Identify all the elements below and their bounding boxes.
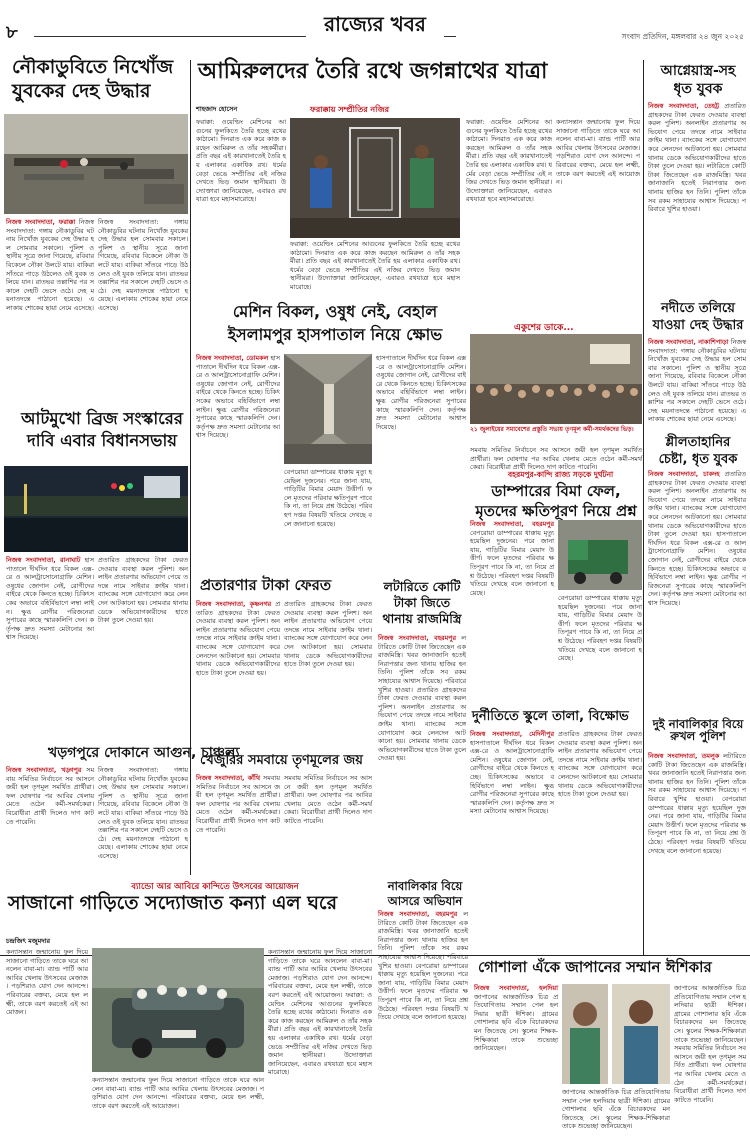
ekushe-body-text: সমবায় সমিতির নির্বাচনে সব আসনে জয়ী হল তৃণমূল সমর্থিত প্রার্থীরা। ফল ঘোষণার পর আবির খেলায় মেতে ওঠেন কর্মী-সমর্থকেরা। বিরোধীরা প্রার্থী দিলেও দাগ কাটতে পারেনি। <box>470 446 642 472</box>
river-dateline: নিজস্ব সংবাদদাতা, নাকাশিপাড়া <box>648 338 729 346</box>
khejuri-body-cont: সমবায় সমিতির নির্বাচনে সব আসনে জয়ী হল তৃণমূল সমর্থিত প্রার্থীরা। ফল ঘোষণার পর আবির খেলায় মেতে ওঠেন কর্মী-সমর্থকেরা। বিরোধীরা প্রার্থী দিলেও দাগ কাটতে পারেনি। <box>284 774 372 825</box>
lottery-body-text: লটারিতে কোটি টাকা জিতেছেন এক রাজমিস্ত্রি। খবর জানাজানি হতেই নিরাপত্তার জন্য থানায় হাজির হন তিনি। পুলিশ তাঁকে সব রকম সাহায্যের আশ্বাস দিয়েছে। পরিবারে খুশির হাওয়া। <box>378 634 466 694</box>
fraud-body-col2 <box>284 600 372 750</box>
cowshed-headline: গোশালা এঁকে জাপানের সম্মান ঈশিকার <box>478 958 712 976</box>
header-rule-right <box>444 36 456 37</box>
minor-headline-line2: আসরে অভিযান <box>387 894 463 909</box>
rath-body-col3 <box>556 118 640 268</box>
rath-body-col2 <box>466 118 552 268</box>
car-body-cont2: কন্যাসন্তান জন্মানোয় ফুল দিয়ে সাজানো গাড়িতে তাকে ঘরে আনলেন বাবা-মা। ব্যান্ড পার্টি আর আবির খেলায় উৎসবের মেজাজ। পড়শিরাও যোগ দেন আনন্দে। পরিবারের বক্তব্য, মেয়ে হল লক্ষ্মী, তাকে বরণ করতেই এই আয়োজন। <box>268 948 372 999</box>
rath-body-cont: ফরাক্কা: ওয়েল্ডিং মেশিনের আগুনের ফুলকিতে তৈরি হচ্ছে রথের কাঠামো। দিনরাত এক করে কাজ করছেন আমিরুল ও তাঁর সহকর্মীরা। প্রতি বছর এই কারখানাতেই তৈরি হয় এলাকার একাধিক রথ। ধর্মের বেড়া ভেঙে সম্প্রীতির এই নজির দেখতে ভিড় জমান স্থানীয়রা। উদ্যোক্তারা জানিয়েছেন, এবারও রথযাত্রা হবে মহাসমারোহে। <box>466 118 552 204</box>
hospital-headline-line1: মেশিন বিকল, ওষুধ নেই, বেহাল <box>232 302 438 321</box>
page-number: ৮ <box>6 22 18 43</box>
ekushe-photo <box>470 334 642 424</box>
molest-body-cont: হাসপাতালে দীর্ঘদিন ধরে বিকল এক্স-রে ও আলট্রাসোনোগ্রাফি মেশিন। ওষুধের জোগান নেই, রোগীদের বাইরে থেকে কিনতে হচ্ছে। চিকিৎসকের অভাবে বহির্বিভাগে লম্বা লাইন। ক্ষুব্ধ রোগীর পরিজনেরা সুপারের কাছে স্মারকলিপি দেন। কর্তৃপক্ষ দ্রুত সমস্যা মেটানোর আশ্বাস দিয়েছে। <box>648 530 746 607</box>
marriage-body-cont: বেপরোয়া ডাম্পারের ধাক্কায় মৃত্যু হয়েছিল দুজনের। পরে জানা যায়, গাড়িটির বিমার মেয়াদ উত্তীর্ণ। ফলে মৃতদের পরিবার ক্ষতিপূরণ পাবে কি না, তা নিয়ে প্রশ্ন উঠেছে। পরিবহণ দপ্তর বিষয়টি খতিয়ে দেখছে বলে জানানো হয়েছে। <box>648 794 746 855</box>
fraud-headline: প্রতারণার টাকা ফেরত <box>200 576 332 594</box>
page-header <box>0 0 750 50</box>
molest-headline <box>648 436 748 466</box>
fire-headline: খড়গপুরে দোকানে আগুন, চাঞ্চল্য <box>48 745 240 761</box>
accident-headline-line2: মৃতদের ক্ষতিপূরণ নিয়ে প্রশ্ন <box>475 501 637 520</box>
lottery-body-cont: প্রতারিত গ্রাহকদের টাকা ফেরত দেওয়ার ব্যবস্থা করল পুলিশ। অনলাইন প্রতারণার অভিযোগ পেয়ে তদন্তে নামে সাইবার ক্রাইম থানা। ব্যাংকের সঙ্গে যোগাযোগ করে লেনদেন আটকানো হয়। সোমবার থানায় ডেকে অভিযোগকারীদের হাতে টাকা তুলে দেওয়া হয়। <box>378 685 466 763</box>
rath-body-col1 <box>196 118 286 268</box>
accident-body-col1 <box>470 520 554 700</box>
fire-dateline: নিজস্ব সংবাদদাতা, খড়্গপুর <box>6 766 82 774</box>
cowshed-body-cont: জাপানের আন্তর্জাতিক চিত্র প্রতিযোগিতায় সম্মান পেল হলদিয়ার ছাত্রী ঈশিকা। গ্রামের গোশালার ছবি এঁকে বিচারকদের মন জিতেছে সে। স্কুলের শিক্ষক-শিক্ষিকারা তাকে শুভেচ্ছা জানিয়েছেন। <box>562 1088 670 1131</box>
minor-headline <box>380 880 470 907</box>
car-photo <box>92 948 264 1072</box>
river-headline <box>648 302 748 332</box>
hospital-body-col2 <box>376 354 466 566</box>
accident-headline-line1: ডাম্পারের বিমা ফেল, <box>491 482 621 500</box>
accident-dateline: নিজস্ব সংবাদদাতা, বহরমপুর <box>470 520 554 528</box>
cowshed-photo-right <box>612 984 670 1084</box>
molest-headline-line1: শ্লীলতাহানির <box>665 435 731 450</box>
khejuri-dateline: নিজস্ব সংবাদদাতা, কাঁথি <box>196 774 260 782</box>
car-body-cont: কন্যাসন্তান জন্মানোয় ফুল দিয়ে সাজানো গাড়িতে তাকে ঘরে আনলেন বাবা-মা। ব্যান্ড পার্টি আর আবির খেলায় উৎসবের মেজাজ। পড়শিরাও যোগ দেন আনন্দে। পরিবারের বক্তব্য, মেয়ে হল লক্ষ্মী, তাকে বরণ করতেই এই আয়োজন। <box>92 1076 264 1110</box>
ekushe-body <box>470 446 642 472</box>
fire-body-cont: নিজস্ব সংবাদদাতা: গঙ্গায় নৌকাডুবির ঘটনায় নিখোঁজ যুবকের দেহ উদ্ধার হল সোমবার সকালে। পুলিশ ও স্থানীয় সূত্রে জানা গিয়েছে, রবিবার বিকেলে নৌকা উলটে যায়। বাকিরা সাঁতরে পাড়ে উঠলেও ওই যুবক তলিয়ে যান। রাতভর তল্লাশির পর সকালে দেহটি ভেসে ওঠে। দেহ ময়নাতদন্তে পাঠানো হয়েছে। এলাকায় শোকের ছায়া নেমে এসেছে। <box>98 766 188 860</box>
bridge-body: হাসপাতালে দীর্ঘদিন ধরে বিকল এক্স-রে ও আলট্রাসোনোগ্রাফি মেশিন। ওষুধের জোগান নেই, রোগীদের বাইরে থেকে কিনতে হচ্ছে। চিকিৎসকের অভাবে বহির্বিভাগে লম্বা লাইন। ক্ষুব্ধ রোগীর পরিজনেরা সুপারের কাছে স্মারকলিপি দেন। কর্তৃপক্ষ দ্রুত সমস্যা মেটানোর আশ্বাস দিয়েছে। <box>6 556 94 642</box>
lottery-dateline: নিজস্ব সংবাদদাতা, বহরমপুর <box>378 634 456 642</box>
molest-dateline: নিজস্ব সংবাদদাতা, চাকদহ <box>648 470 720 478</box>
rath-headline: আমিরুলদের তৈরি রথে জগন্নাথের যাত্রা <box>198 59 548 84</box>
lottery-headline <box>378 580 466 625</box>
accident-photo <box>558 520 642 590</box>
school-body-col2 <box>558 730 642 880</box>
school-body-cont: প্রতারিত গ্রাহকদের টাকা ফেরত দেওয়ার ব্যবস্থা করল পুলিশ। অনলাইন প্রতারণার অভিযোগ পেয়ে তদন্তে নামে সাইবার ক্রাইম থানা। ব্যাংকের সঙ্গে যোগাযোগ করে লেনদেন আটকানো হয়। সোমবার থানায় ডেকে অভিযোগকারীদের হাতে টাকা তুলে দেওয়া হয়। <box>558 730 642 799</box>
boat-headline-line1: নৌকাডুবিতে নিখোঁজ <box>12 56 174 78</box>
ekushe-caption: ২১ জুলাইয়ের সমাবেশের প্রস্তুতি সভায় তৃণমূল কর্মী-সমর্থকদের ভিড়। <box>470 426 634 433</box>
cowshed-photo-left <box>562 984 608 1084</box>
rath-body-cont2: কন্যাসন্তান জন্মানোয় ফুল দিয়ে সাজানো গাড়িতে তাকে ঘরে আনলেন বাবা-মা। ব্যান্ড পার্টি আর আবির খেলায় উৎসবের মেজাজ। পড়শিরাও যোগ দেন আনন্দে। পরিবারের বক্তব্য, মেয়ে হল লক্ষ্মী, তাকে বরণ করতেই এই আয়োজন। <box>556 118 640 187</box>
khejuri-body: সমবায় সমিতির নির্বাচনে সব আসনে জয়ী হল তৃণমূল সমর্থিত প্রার্থীরা। ফল ঘোষণার পর আবির খেলায় মেতে ওঠেন কর্মী-সমর্থকেরা। বিরোধীরা প্রার্থী দিলেও দাগ কাটতে পারেনি। <box>196 774 280 834</box>
car-body-cont3: ফরাক্কা: ওয়েল্ডিং মেশিনের আগুনের ফুলকিতে তৈরি হচ্ছে রথের কাঠামো। দিনরাত এক করে কাজ করছেন আমিরুল ও তাঁর সহকর্মীরা। প্রতি বছর এই কারখানাতেই তৈরি হয় এলাকার একাধিক রথ। ধর্মের বেড়া ভেঙে সম্প্রীতির এই নজির দেখতে ভিড় জমান স্থানীয়রা। উদ্যোক্তারা জানিয়েছেন, এবারও রথযাত্রা হবে মহাসমারোহে। <box>268 990 372 1077</box>
marriage-body <box>648 752 746 952</box>
rath-byline: শাহজাদ হোসেন <box>196 105 238 113</box>
ekushe-kicker: একুশের ডাকে... <box>514 323 574 333</box>
fire-body-col1 <box>6 766 94 876</box>
hospital-dateline: নিজস্ব সংবাদদাতা, ডোমকল <box>196 354 269 362</box>
school-body: হাসপাতালে দীর্ঘদিন ধরে বিকল এক্স-রে ও আলট্রাসোনোগ্রাফি মেশিন। ওষুধের জোগান নেই, রোগীদের বাইরে থেকে কিনতে হচ্ছে। চিকিৎসকের অভাবে বহির্বিভাগে লম্বা লাইন। ক্ষুব্ধ রোগীর পরিজনেরা সুপারের কাছে স্মারকলিপি দেন। কর্তৃপক্ষ দ্রুত সমস্যা মেটানোর আশ্বাস দিয়েছে। <box>470 738 554 816</box>
fraud-body: প্রতারিত গ্রাহকদের টাকা ফেরত দেওয়ার ব্যবস্থা করল পুলিশ। অনলাইন প্রতারণার অভিযোগ পেয়ে তদন্তে নামে সাইবার ক্রাইম থানা। ব্যাংকের সঙ্গে যোগাযোগ করে লেনদেন আটকানো হয়। সোমবার থানায় ডেকে অভিযোগকারীদের হাতে টাকা তুলে দেওয়া হয়। <box>196 600 280 677</box>
boat-body-col2 <box>98 218 188 406</box>
rath-caption: ফরাক্কা: ওয়েল্ডিং মেশিনের আগুনের ফুলকিতে তৈরি হচ্ছে রথের কাঠামো। দিনরাত এক করে কাজ করছেন আমিরুল ও তাঁর সহকর্মীরা। প্রতি বছর এই কারখানাতেই তৈরি হয় এলাকার একাধিক রথ। ধর্মের বেড়া ভেঙে সম্প্রীতির এই নজির দেখতে ভিড় জমান স্থানীয়রা। উদ্যোক্তারা জানিয়েছেন, এবারও রথযাত্রা হবে মহাসমারোহে। <box>290 240 460 291</box>
accident-body: বেপরোয়া ডাম্পারের ধাক্কায় মৃত্যু হয়েছিল দুজনের। পরে জানা যায়, গাড়িটির বিমার মেয়াদ উত্তীর্ণ। ফলে মৃতদের পরিবার ক্ষতিপূরণ পাবে কি না, তা নিয়ে প্রশ্ন উঠেছে। পরিবহণ দপ্তর বিষয়টি খতিয়ে দেখছে বলে জানানো হয়েছে। <box>470 528 554 597</box>
bridge-body-col1 <box>6 556 94 742</box>
khejuri-headline: খেজুরির সমবায়ে তৃণমূলের জয় <box>200 753 363 768</box>
marriage-dateline: নিজস্ব সংবাদদাতা, তমলুক <box>648 752 720 760</box>
fire-body-col2 <box>98 766 188 876</box>
hospital-body-col1 <box>196 354 280 566</box>
cowshed-body-col1 <box>474 984 558 1144</box>
river-headline-line1: নদীতে তলিয়ে <box>661 301 735 316</box>
rath-kicker: ফরাক্কায় সম্প্রীতির নজির <box>310 105 390 114</box>
cowshed-body: জাপানের আন্তর্জাতিক চিত্র প্রতিযোগিতায় সম্মান পেল হলদিয়ার ছাত্রী ঈশিকা। গ্রামের গোশালার ছবি এঁকে বিচারকদের মন জিতেছে সে। স্কুলের শিক্ষক-শিক্ষিকারা তাকে শুভেচ্ছা জানিয়েছেন। <box>474 992 558 1053</box>
car-body-col1 <box>6 948 88 1144</box>
bridge-body-col2 <box>98 556 188 742</box>
hospital-body: হাসপাতালে দীর্ঘদিন ধরে বিকল এক্স-রে ও আলট্রাসোনোগ্রাফি মেশিন। ওষুধের জোগান নেই, রোগীদের বাইরে থেকে কিনতে হচ্ছে। চিকিৎসকের অভাবে বহির্বিভাগে লম্বা লাইন। ক্ষুব্ধ রোগীর পরিজনেরা সুপারের কাছে স্মারকলিপি দেন। কর্তৃপক্ষ দ্রুত সমস্যা মেটানোর আশ্বাস দিয়েছে। <box>196 354 280 440</box>
car-kicker: ব্যান্ডো আর আবিরে কান্দিতে উৎসবের আয়োজন <box>131 882 299 892</box>
section-title: রাজ্যের খবর <box>324 12 426 36</box>
lottery-headline-line3: থানায় রাজমিস্ত্রি <box>382 611 462 627</box>
car-body-col2 <box>92 1076 264 1144</box>
boat-headline-line2: যুবকের দেহ উদ্ধার <box>12 79 151 102</box>
arrested-body-text: প্রতারিত গ্রাহকদের টাকা ফেরত দেওয়ার ব্যবস্থা করল পুলিশ। অনলাইন প্রতারণার অভিযোগ পেয়ে তদন্তে নামে সাইবার ক্রাইম থানা। ব্যাংকের সঙ্গে যোগাযোগ করে লেনদেন আটকানো হয়। সোমবার থানায় ডেকে অভিযোগকারীদের হাতে টাকা তুলে দেওয়া হয়। <box>648 102 746 171</box>
molest-body-text: প্রতারিত গ্রাহকদের টাকা ফেরত দেওয়ার ব্যবস্থা করল পুলিশ। অনলাইন প্রতারণার অভিযোগ পেয়ে তদন্তে নামে সাইবার ক্রাইম থানা। ব্যাংকের সঙ্গে যোগাযোগ করে লেনদেন আটকানো হয়। সোমবার থানায় ডেকে অভিযোগকারীদের হাতে টাকা তুলে দেওয়া হয়। <box>648 470 746 539</box>
molest-headline-line2: চেষ্টা, ধৃত যুবক <box>658 451 738 467</box>
khejuri-body-col1 <box>196 774 280 876</box>
river-headline-line2: যাওয়া দেহ উদ্ধার <box>652 317 744 333</box>
arrested-headline <box>648 64 748 96</box>
hospital-body-cont2: বেপরোয়া ডাম্পারের ধাক্কায় মৃত্যু হয়েছিল দুজনের। পরে জানা যায়, গাড়িটির বিমার মেয়াদ উত্তীর্ণ। ফলে মৃতদের পরিবার ক্ষতিপূরণ পাবে কি না, তা নিয়ে প্রশ্ন উঠেছে। পরিবহণ দপ্তর বিষয়টি খতিয়ে দেখছে বলে জানানো হয়েছে। <box>284 468 372 528</box>
arrested-body <box>648 102 746 298</box>
hospital-headline <box>204 304 466 344</box>
car-headline: সাজানো গাড়িতে সদ্যোজাত কন্যা এল ঘরে <box>8 892 338 914</box>
bridge-dateline: নিজস্ব সংবাদদাতা, রানাঘাট <box>6 556 81 564</box>
publication-date: সংবাদ প্রতিদিন, মঙ্গলবার ২৪ জুন ২০২৫ <box>621 32 744 41</box>
minor-headline-line1: নাবালিকার বিয়ে <box>387 879 463 893</box>
bridge-headline-line1: আটমুখো ব্রিজ সংস্কারের <box>21 409 183 428</box>
boat-dateline: নিজস্ব সংবাদদাতা, ফরাক্কা <box>6 218 76 226</box>
bridge-headline-line2: দাবি এবার বিধানসভায় <box>27 431 177 451</box>
lottery-headline-line2: টাকা জিতে <box>393 595 451 611</box>
hospital-photo <box>284 354 372 464</box>
boat-body: নিজস্ব সংবাদদাতা: গঙ্গায় নৌকাডুবির ঘটনায় নিখোঁজ যুবকের দেহ উদ্ধার হল সোমবার সকালে। পুলিশ ও স্থানীয় সূত্রে জানা গিয়েছে, রবিবার বিকেলে নৌকা উলটে যায়। বাকিরা সাঁতরে পাড়ে উঠলেও ওই যুবক তলিয়ে যান। রাতভর তল্লাশির পর সকালে দেহটি ভেসে ওঠে। দেহ ময়নাতদন্তে পাঠানো হয়েছে। এলাকায় শোকের ছায়া নেমে এসেছে। <box>6 218 94 312</box>
fraud-dateline: নিজস্ব সংবাদদাতা, কৃষ্ণনগর <box>196 600 272 608</box>
arrested-headline-line2: ধৃত যুবক <box>673 80 723 97</box>
marriage-body-text: লটারিতে কোটি টাকা জিতেছেন এক রাজমিস্ত্রি। খবর জানাজানি হতেই নিরাপত্তার জন্য থানায় হাজির হন তিনি। পুলিশ তাঁকে সব রকম সাহায্যের আশ্বাস দিয়েছে। পরিবারে খুশির হাওয়া। <box>648 752 746 803</box>
minor-body <box>378 910 468 1142</box>
cowshed-body-col2 <box>562 1088 670 1144</box>
river-body <box>648 338 746 432</box>
column-rule <box>643 60 644 955</box>
school-body-col1 <box>470 730 554 880</box>
car-byline: চন্দ্রজিৎ মজুমদার <box>6 937 51 945</box>
khejuri-body-col2 <box>284 774 372 876</box>
car-body: কন্যাসন্তান জন্মানোয় ফুল দিয়ে সাজানো গাড়িতে তাকে ঘরে আনলেন বাবা-মা। ব্যান্ড পার্টি আর আবির খেলায় উৎসবের মেজাজ। পড়শিরাও যোগ দেন আনন্দে। পরিবারের বক্তব্য, মেয়ে হল লক্ষ্মী, তাকে বরণ করতেই এই আয়োজন। <box>6 948 88 1017</box>
fire-body: সমবায় সমিতির নির্বাচনে সব আসনে জয়ী হল তৃণমূল সমর্থিত প্রার্থীরা। ফল ঘোষণার পর আবির খেলায় মেতে ওঠেন কর্মী-সমর্থকেরা। বিরোধীরা প্রার্থী দিলেও দাগ কাটতে পারেনি। <box>6 766 94 826</box>
school-dateline: নিজস্ব সংবাদদাতা, মেদিনীপুর <box>470 730 554 738</box>
arrested-dateline: নিজস্ব সংবাদদাতা, তেহট্ট <box>648 102 720 110</box>
boat-photo <box>4 114 188 214</box>
cowshed-body-cont3: সমবায় সমিতির নির্বাচনে সব আসনে জয়ী হল তৃণমূল সমর্থিত প্রার্থীরা। ফল ঘোষণার পর আবির খেলায় মেতে ওঠেন কর্মী-সমর্থকেরা। বিরোধীরা প্রার্থী দিলেও দাগ কাটতে পারেনি। <box>674 1044 746 1104</box>
arrested-body-cont: লটারিতে কোটি টাকা জিতেছেন এক রাজমিস্ত্রি। খবর জানাজানি হতেই নিরাপত্তার জন্য থানায় হাজির হন তিনি। পুলিশ তাঁকে সব রকম সাহায্যের আশ্বাস দিয়েছে। পরিবারে খুশির হাওয়া। <box>648 162 746 214</box>
minor-body-cont: বেপরোয়া ডাম্পারের ধাক্কায় মৃত্যু হয়েছিল দুজনের। পরে জানা যায়, গাড়িটির বিমার মেয়াদ উত্তীর্ণ। ফলে মৃতদের পরিবার ক্ষতিপূরণ পাবে কি না, তা নিয়ে প্রশ্ন উঠেছে। পরিবহণ দপ্তর বিষয়টি খতিয়ে দেখছে বলে জানানো হয়েছে। <box>378 961 468 1022</box>
boat-body-cont: নিজস্ব সংবাদদাতা: গঙ্গায় নৌকাডুবির ঘটনায় নিখোঁজ যুবকের দেহ উদ্ধার হল সোমবার সকালে। পুলিশ ও স্থানীয় সূত্রে জানা গিয়েছে, রবিবার বিকেলে নৌকা উলটে যায়। বাকিরা সাঁতরে পাড়ে উঠলেও ওই যুবক তলিয়ে যান। রাতভর তল্লাশির পর সকালে দেহটি ভেসে ওঠে। দেহ ময়নাতদন্তে পাঠানো হয়েছে। এলাকায় শোকের ছায়া নেমে এসেছে। <box>98 218 188 312</box>
arrested-headline-line1: আগ্নেয়াস্ত্র-সহ <box>660 63 736 79</box>
accident-headline <box>470 484 642 520</box>
hospital-body-cont: হাসপাতালে দীর্ঘদিন ধরে বিকল এক্স-রে ও আলট্রাসোনোগ্রাফি মেশিন। ওষুধের জোগান নেই, রোগীদের বাইরে থেকে কিনতে হচ্ছে। চিকিৎসকের অভাবে বহির্বিভাগে লম্বা লাইন। ক্ষুব্ধ রোগীর পরিজনেরা সুপারের কাছে স্মারকলিপি দেন। কর্তৃপক্ষ দ্রুত সমস্যা মেটানোর আশ্বাস দিয়েছে। <box>376 354 466 431</box>
accident-kicker: বহরমপুর-কান্দি রাজ্য সড়কে দুর্ঘটনা <box>508 470 614 479</box>
lottery-headline-line1: লটারিতে কোটি <box>383 579 461 594</box>
river-body-text: নিজস্ব সংবাদদাতা: গঙ্গায় নৌকাডুবির ঘটনায় নিখোঁজ যুবকের দেহ উদ্ধার হল সোমবার সকালে। পুলিশ ও স্থানীয় সূত্রে জানা গিয়েছে, রবিবার বিকেলে নৌকা উলটে যায়। বাকিরা সাঁতরে পাড়ে উঠলেও ওই যুবক তলিয়ে যান। রাতভর তল্লাশির পর সকালে দেহটি ভেসে ওঠে। দেহ ময়নাতদন্তে পাঠানো হয়েছে। এলাকায় শোকের ছায়া নেমে এসেছে। <box>648 338 746 424</box>
hospital-body-col3 <box>284 468 372 566</box>
school-headline: দুর্নীতিতে স্কুলে তালা, বিক্ষোভ <box>472 709 629 724</box>
rath-caption-text <box>290 240 460 291</box>
hospital-headline-line2: ইসলামপুর হাসপাতাল নিয়ে ক্ষোভ <box>227 324 443 344</box>
rath-body: ফরাক্কা: ওয়েল্ডিং মেশিনের আগুনের ফুলকিতে তৈরি হচ্ছে রথের কাঠামো। দিনরাত এক করে কাজ করছেন আমিরুল ও তাঁর সহকর্মীরা। প্রতি বছর এই কারখানাতেই তৈরি হয় এলাকার একাধিক রথ। ধর্মের বেড়া ভেঙে সম্প্রীতির এই নজির দেখতে ভিড় জমান স্থানীয়রা। উদ্যোক্তারা জানিয়েছেন, এবারও রথযাত্রা হবে মহাসমারোহে। <box>196 118 286 204</box>
minor-dateline: নিজস্ব সংবাদদাতা, বহরমপুর <box>378 910 458 918</box>
lottery-body <box>378 634 466 874</box>
cowshed-body-cont2: জাপানের আন্তর্জাতিক চিত্র প্রতিযোগিতায় সম্মান পেল হলদিয়ার ছাত্রী ঈশিকা। গ্রামের গোশালার ছবি এঁকে বিচারকদের মন জিতেছে সে। স্কুলের শিক্ষক-শিক্ষিকারা তাকে শুভেচ্ছা জানিয়েছেন। <box>674 984 746 1044</box>
car-body-col3 <box>268 948 372 1144</box>
accident-body-cont: বেপরোয়া ডাম্পারের ধাক্কায় মৃত্যু হয়েছিল দুজনের। পরে জানা যায়, গাড়িটির বিমার মেয়াদ উত্তীর্ণ। ফলে মৃতদের পরিবার ক্ষতিপূরণ পাবে কি না, তা নিয়ে প্রশ্ন উঠেছে। পরিবহণ দপ্তর বিষয়টি খতিয়ে দেখছে বলে জানানো হয়েছে। <box>558 594 642 663</box>
accident-body-col2 <box>558 594 642 700</box>
header-rule-left <box>34 36 306 37</box>
bridge-headline <box>14 410 190 450</box>
minor-body-text: লটারিতে কোটি টাকা জিতেছেন এক রাজমিস্ত্রি। খবর জানাজানি হতেই নিরাপত্তার জন্য থানায় হাজির হন তিনি। পুলিশ তাঁকে সব রকম সাহায্যের আশ্বাস দিয়েছে। পরিবারে খুশির হাওয়া। <box>378 910 468 970</box>
bridge-body-cont: প্রতারিত গ্রাহকদের টাকা ফেরত দেওয়ার ব্যবস্থা করল পুলিশ। অনলাইন প্রতারণার অভিযোগ পেয়ে তদন্তে নামে সাইবার ক্রাইম থানা। ব্যাংকের সঙ্গে যোগাযোগ করে লেনদেন আটকানো হয়। সোমবার থানায় ডেকে অভিযোগকারীদের হাতে টাকা তুলে দেওয়া হয়। <box>98 556 188 625</box>
molest-body <box>648 470 746 710</box>
boat-body-col1 <box>6 218 94 406</box>
bridge-photo <box>4 466 188 552</box>
cowshed-body-col3 <box>674 984 746 1144</box>
cowshed-dateline: নিজস্ব সংবাদদাতা, হলদিয়া <box>474 984 558 992</box>
fraud-body-cont: প্রতারিত গ্রাহকদের টাকা ফেরত দেওয়ার ব্যবস্থা করল পুলিশ। অনলাইন প্রতারণার অভিযোগ পেয়ে তদন্তে নামে সাইবার ক্রাইম থানা। ব্যাংকের সঙ্গে যোগাযোগ করে লেনদেন আটকানো হয়। সোমবার থানায় ডেকে অভিযোগকারীদের হাতে টাকা তুলে দেওয়া হয়। <box>284 600 372 669</box>
boat-headline <box>12 58 188 102</box>
marriage-headline: দুই নাবালিকার বিয়ে রুখল পুলিশ <box>652 717 744 744</box>
fraud-body-col1 <box>196 600 280 750</box>
rath-photo <box>290 118 460 238</box>
